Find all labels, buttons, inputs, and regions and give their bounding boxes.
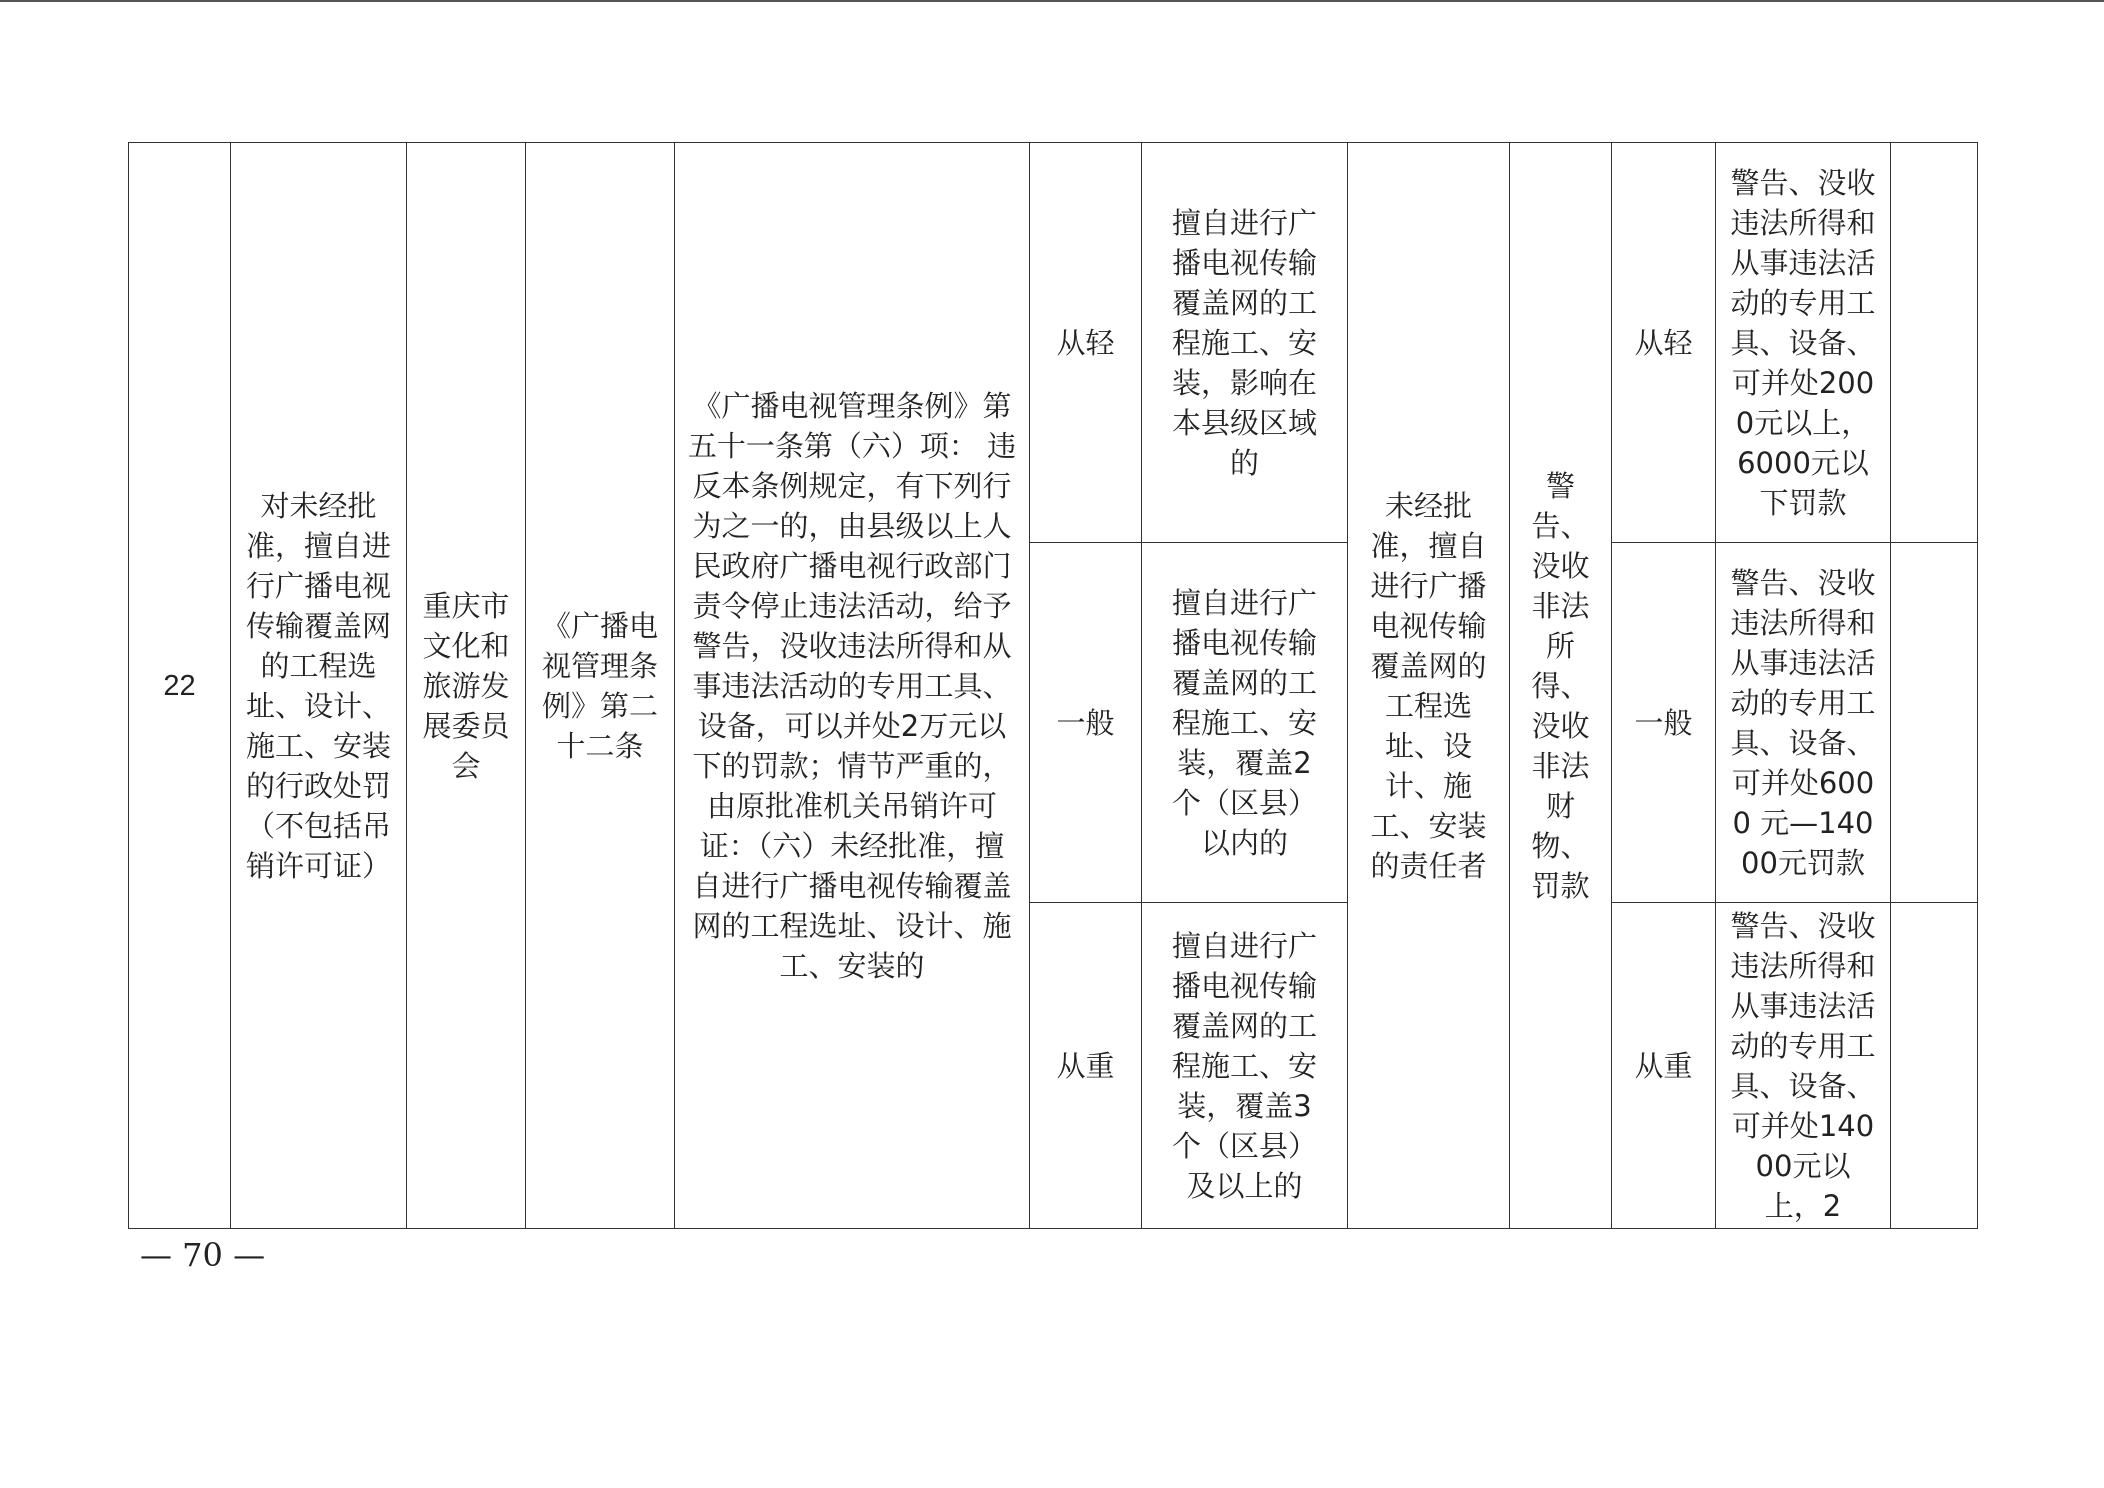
remark-cell — [1891, 903, 1978, 1229]
penalty-standard-cell: 警告、没收违法所得和从事违法活动的专用工具、设备、可并处6000 元—14000元罚款 — [1716, 543, 1891, 903]
discretion-level-cell: 从轻 — [1030, 143, 1142, 543]
authority-cell: 重庆市文化和旅游发展委员会 — [407, 143, 526, 1229]
standard-level-cell: 从重 — [1612, 903, 1716, 1229]
discretion-level-cell: 从重 — [1030, 903, 1142, 1229]
penalty-standard-cell: 警告、没收违法所得和从事违法活动的专用工具、设备、可并处2000元以上，6000元以下罚款 — [1716, 143, 1891, 543]
legal-basis-cell: 《广播电视管理条例》第二十二条 — [526, 143, 675, 1229]
table-row-level-light — [129, 143, 1978, 543]
item-number-cell: 22 — [129, 143, 231, 1229]
page-number: — 70 — — [140, 1236, 266, 1274]
penalty-type-cell: 警告、没收非法所得、没收非法财物、罚款 — [1510, 143, 1612, 1229]
discretion-level-cell: 一般 — [1030, 543, 1142, 903]
top-border-rule — [0, 0, 2104, 2]
circumstance-cell: 擅自进行广播电视传输覆盖网的工程施工、安装，覆盖2个（区县）以内的 — [1142, 543, 1348, 903]
penalty-clause-cell: 《广播电视管理条例》第五十一条第（六）项： 违反本条例规定，有下列行为之一的，由县级以上人民政府广播电视行政部门责令停止违法活动，给予警告，没收违法所得和从事违法活动的专用工具、设备，可以并处2万元以下的罚款；情节严重的，由原批准机关吊销许可证：（六）未经批准，擅自进行广播电视传输覆盖网的工程选址、设计、施工、安装的 — [675, 143, 1030, 1229]
penalty-standard-cell: 警告、没收违法所得和从事违法活动的专用工具、设备、可并处14000元以上，2 — [1716, 903, 1891, 1229]
circumstance-cell: 擅自进行广播电视传输覆盖网的工程施工、安装，影响在本县级区域的 — [1142, 143, 1348, 543]
item-name-cell: 对未经批准，擅自进行广播电视传输覆盖网的工程选址、设计、施工、安装的行政处罚（不包括吊销许可证） — [231, 143, 407, 1229]
penalty-standard-table — [128, 142, 1978, 1229]
circumstance-cell: 擅自进行广播电视传输覆盖网的工程施工、安装，覆盖3个（区县）及以上的 — [1142, 903, 1348, 1229]
violator-subject-cell: 未经批准，擅自进行广播电视传输覆盖网的工程选址、设计、施工、安装的责任者 — [1348, 143, 1510, 1229]
standard-level-cell: 从轻 — [1612, 143, 1716, 543]
remark-cell — [1891, 543, 1978, 903]
standard-level-cell: 一般 — [1612, 543, 1716, 903]
remark-cell — [1891, 143, 1978, 543]
